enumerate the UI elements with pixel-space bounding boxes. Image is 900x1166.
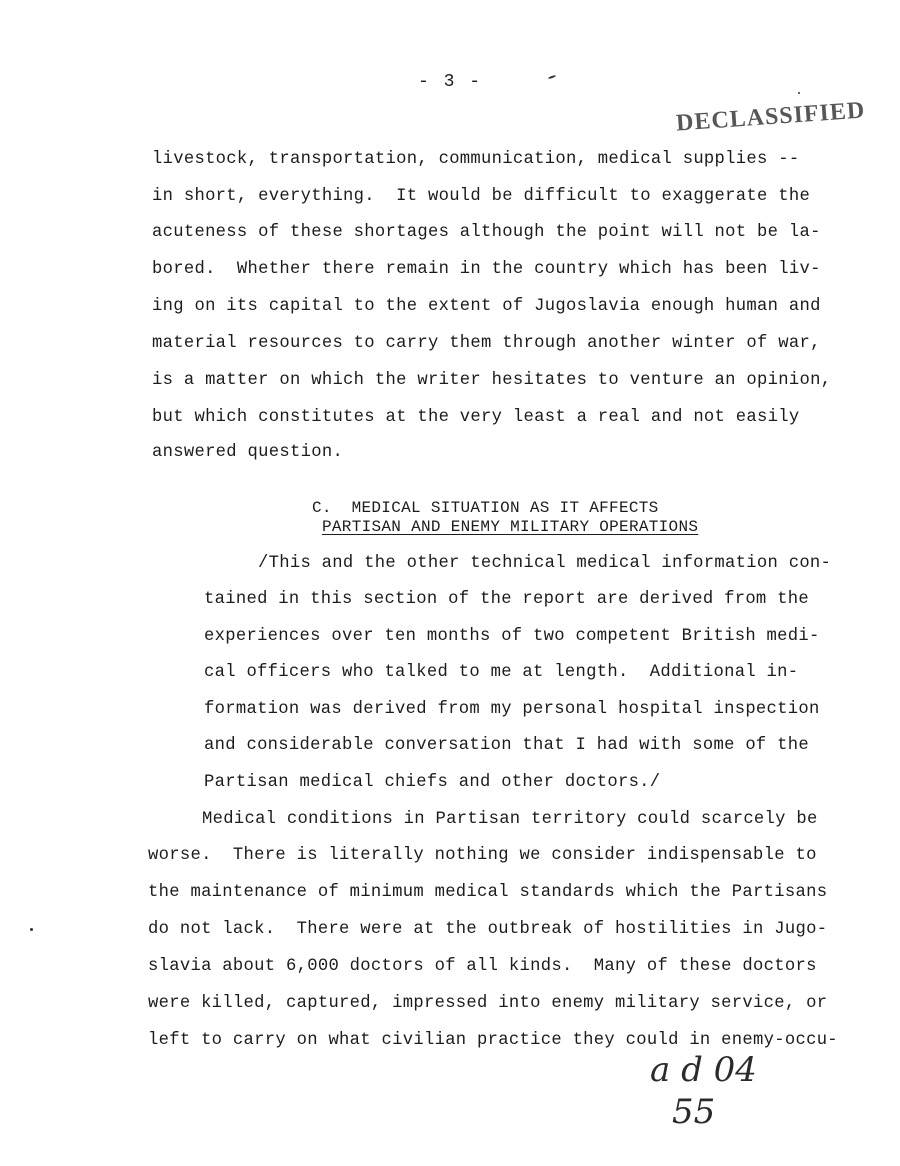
paragraph-1-line-5: ing on its capital to the extent of Jugoslavia enough human and	[152, 297, 821, 316]
paragraph-1-line-7: is a matter on which the writer hesitates to venture an opinion,	[152, 371, 832, 390]
paragraph-3-line-2: worse. There is literally nothing we consider indispensable to	[148, 846, 817, 865]
paragraph-3-line-5: slavia about 6,000 doctors of all kinds. Many of these doctors	[148, 957, 817, 976]
paragraph-2-line-6: and considerable conversation that I had with some of the	[204, 736, 810, 755]
section-heading-line-1: C. MEDICAL SITUATION AS IT AFFECTS	[312, 499, 659, 517]
paragraph-2-line-3: experiences over ten months of two competent British medi-	[204, 627, 820, 646]
paragraph-2-line-7: Partisan medical chiefs and other doctors./	[204, 773, 661, 792]
section-heading-line-2: PARTISAN AND ENEMY MILITARY OPERATIONS	[322, 518, 699, 536]
paragraph-3-line-4: do not lack. There were at the outbreak of hostilities in Jugo-	[148, 920, 828, 939]
paragraph-1-line-6: material resources to carry them through another winter of war,	[152, 334, 821, 353]
paragraph-2-line-5: formation was derived from my personal hospital inspection	[204, 700, 820, 719]
scan-speck	[30, 928, 33, 931]
paragraph-3-line-6: were killed, captured, impressed into enemy military service, or	[148, 994, 828, 1013]
paragraph-2-line-2: tained in this section of the report are derived from the	[204, 590, 810, 609]
paragraph-1-line-3: acuteness of these shortages although the point will not be la-	[152, 223, 821, 242]
paragraph-1-line-4: bored. Whether there remain in the country which has been liv-	[152, 260, 821, 279]
paragraph-3-line-7: left to carry on what civilian practice they could in enemy-occu-	[148, 1031, 838, 1050]
paragraph-1-line-2: in short, everything. It would be difficult to exaggerate the	[152, 187, 811, 206]
handwritten-page-number: 55	[672, 1092, 716, 1132]
paragraph-1-line-1: livestock, transportation, communication, medical supplies --	[152, 150, 800, 169]
declassified-stamp: DECLASSIFIED	[675, 97, 867, 137]
handwritten-annotation: a d 04	[650, 1050, 757, 1090]
paragraph-1-line-9: answered question.	[152, 443, 344, 462]
page-number: - 3 -	[417, 72, 482, 92]
scan-speck	[798, 92, 800, 94]
paragraph-1-line-8: but which constitutes at the very least a real and not easily	[152, 408, 800, 427]
paragraph-2-line-4: cal officers who talked to me at length. Additional in-	[204, 663, 799, 682]
paragraph-3-line-1: Medical conditions in Partisan territory could scarcely be	[202, 810, 818, 829]
paragraph-3-line-3: the maintenance of minimum medical standards which the Partisans	[148, 883, 828, 902]
paragraph-2-line-1: /This and the other technical medical information con-	[258, 554, 832, 573]
